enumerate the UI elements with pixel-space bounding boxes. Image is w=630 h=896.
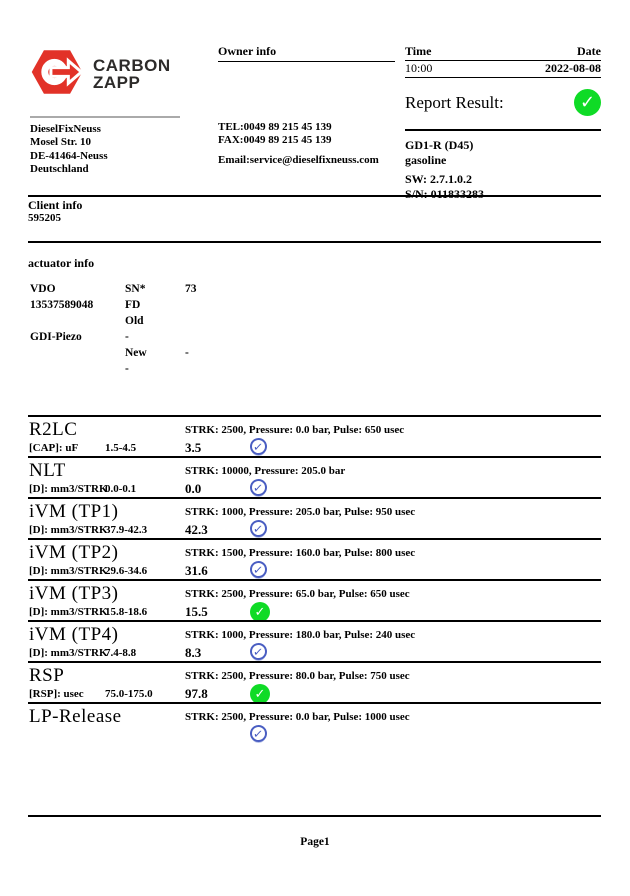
test-row xyxy=(28,415,601,456)
test-unit: [D]: mm3/STRK xyxy=(29,524,108,536)
owner-contact-block xyxy=(218,121,398,166)
test-row xyxy=(28,661,601,702)
separator-line xyxy=(28,241,601,243)
test-unit: [D]: mm3/STRK xyxy=(29,606,108,618)
test-name: LP-Release xyxy=(29,706,122,727)
test-name: iVM (TP1) xyxy=(29,501,119,522)
report-result-row xyxy=(405,89,601,116)
test-row xyxy=(28,497,601,538)
test-name: iVM (TP4) xyxy=(29,624,119,645)
actuator-cell: SN* xyxy=(125,283,146,295)
test-row xyxy=(28,538,601,579)
machine-info-block xyxy=(405,129,601,202)
carbon-zapp-hexagon-arrow-icon xyxy=(30,48,84,101)
test-unit: [D]: mm3/STRK xyxy=(29,483,108,495)
test-unit: [RSP]: usec xyxy=(29,688,84,700)
actuator-cell: Old xyxy=(125,315,144,327)
test-measured-value: 31.6 xyxy=(185,563,208,578)
time-date-block xyxy=(405,44,601,116)
status-check-icon xyxy=(250,643,267,660)
owner-country: Deutschland xyxy=(30,163,89,176)
test-row xyxy=(28,702,601,743)
actuator-cell xyxy=(185,363,295,379)
actuator-cell: VDO xyxy=(30,283,56,295)
client-info-label: Client info xyxy=(28,198,83,212)
status-check-icon xyxy=(250,561,267,578)
test-name: R2LC xyxy=(29,419,78,440)
actuator-cell xyxy=(30,347,125,363)
actuator-cell: - xyxy=(185,347,189,359)
test-parameters: STRK: 1000, Pressure: 205.0 bar, Pulse: 950 usec xyxy=(185,506,416,518)
status-check-icon xyxy=(250,520,267,537)
test-measured-value: 0.0 xyxy=(185,481,202,496)
test-measured-value: 8.3 xyxy=(185,645,202,660)
test-name: iVM (TP3) xyxy=(29,583,119,604)
status-check-icon xyxy=(250,602,270,622)
owner-street: Mosel Str. 10 xyxy=(30,136,92,149)
machine-software-version: SW: 2.7.1.0.2 xyxy=(405,172,473,186)
actuator-cell: GDI-Piezo xyxy=(30,331,82,343)
actuator-cell xyxy=(30,363,125,379)
actuator-info-label: actuator info xyxy=(28,256,95,270)
actuator-cell: - xyxy=(125,363,129,375)
test-allowed-range: 15.8-18.6 xyxy=(105,606,148,618)
actuator-cell xyxy=(185,315,295,331)
actuator-cell xyxy=(185,299,295,315)
page-number: Page1 xyxy=(300,836,330,848)
actuator-cell xyxy=(30,315,125,331)
status-check-icon xyxy=(250,479,267,496)
test-measured-value: 3.5 xyxy=(185,440,202,455)
status-check-icon xyxy=(250,725,267,742)
status-check-icon xyxy=(250,438,267,455)
test-name: RSP xyxy=(29,665,65,686)
actuator-info-grid xyxy=(30,283,295,379)
test-unit: [CAP]: uF xyxy=(29,442,79,454)
owner-address-block xyxy=(30,116,180,177)
test-allowed-range: 0.0-0.1 xyxy=(105,483,137,495)
actuator-cell: 73 xyxy=(185,283,197,295)
test-allowed-range: 37.9-42.3 xyxy=(105,524,148,536)
actuator-cell: New xyxy=(125,347,147,359)
actuator-cell: FD xyxy=(125,299,141,311)
test-allowed-range: 29.6-34.6 xyxy=(105,565,148,577)
machine-serial-number: S/N: 011833283 xyxy=(405,187,485,201)
carbon-zapp-logo xyxy=(30,48,171,101)
owner-info-label: Owner info xyxy=(218,44,395,62)
test-unit: [D]: mm3/STRK xyxy=(29,647,108,659)
time-date-values-row xyxy=(405,61,601,78)
owner-fax: FAX:0049 89 215 45 139 xyxy=(218,134,332,146)
owner-tel: TEL:0049 89 215 45 139 xyxy=(218,121,332,133)
separator-line xyxy=(28,195,601,197)
test-parameters: STRK: 2500, Pressure: 80.0 bar, Pulse: 750 usec xyxy=(185,670,410,682)
test-parameters: STRK: 10000, Pressure: 205.0 bar xyxy=(185,465,346,477)
test-allowed-range: 7.4-8.8 xyxy=(105,647,137,659)
owner-name: DieselFixNeuss xyxy=(30,123,101,135)
test-allowed-range: 75.0-175.0 xyxy=(105,688,153,700)
client-info-value: 595205 xyxy=(28,212,61,224)
report-result-pass-check-icon xyxy=(574,89,601,116)
logo-wordmark: CARBON ZAPP xyxy=(93,56,171,92)
test-name: NLT xyxy=(29,460,66,481)
test-allowed-range: 1.5-4.5 xyxy=(105,442,137,454)
time-label: Time xyxy=(405,44,432,58)
footer-separator-line xyxy=(28,815,601,817)
time-value: 10:00 xyxy=(405,61,433,75)
time-date-labels-row xyxy=(405,44,601,61)
test-row xyxy=(28,456,601,497)
test-measured-value: 42.3 xyxy=(185,522,208,537)
actuator-cell: 13537589048 xyxy=(30,299,94,311)
date-value: 2022-08-08 xyxy=(545,61,601,75)
actuator-cell: - xyxy=(125,331,129,343)
owner-email: Email:service@dieselfixneuss.com xyxy=(218,154,379,166)
test-unit: [D]: mm3/STRK xyxy=(29,565,108,577)
test-row xyxy=(28,579,601,620)
test-measured-value: 15.5 xyxy=(185,604,208,619)
test-parameters: STRK: 2500, Pressure: 0.0 bar, Pulse: 1000 usec xyxy=(185,711,410,723)
test-parameters: STRK: 2500, Pressure: 65.0 bar, Pulse: 650 usec xyxy=(185,588,410,600)
machine-fuel: gasoline xyxy=(405,153,447,167)
test-measured-value: 97.8 xyxy=(185,686,208,701)
test-parameters: STRK: 2500, Pressure: 0.0 bar, Pulse: 650 usec xyxy=(185,424,405,436)
status-check-icon xyxy=(250,684,270,704)
tests-section xyxy=(28,415,601,743)
report-result-label: Report Result: xyxy=(405,92,504,112)
owner-info-header xyxy=(218,44,395,62)
test-name: iVM (TP2) xyxy=(29,542,119,563)
test-row xyxy=(28,620,601,661)
test-parameters: STRK: 1000, Pressure: 180.0 bar, Pulse: 240 usec xyxy=(185,629,416,641)
test-parameters: STRK: 1500, Pressure: 160.0 bar, Pulse: 800 usec xyxy=(185,547,416,559)
owner-city: DE-41464-Neuss xyxy=(30,149,108,162)
machine-model: GD1-R (D45) xyxy=(405,138,474,152)
date-label: Date xyxy=(577,44,601,58)
actuator-cell xyxy=(185,331,295,347)
